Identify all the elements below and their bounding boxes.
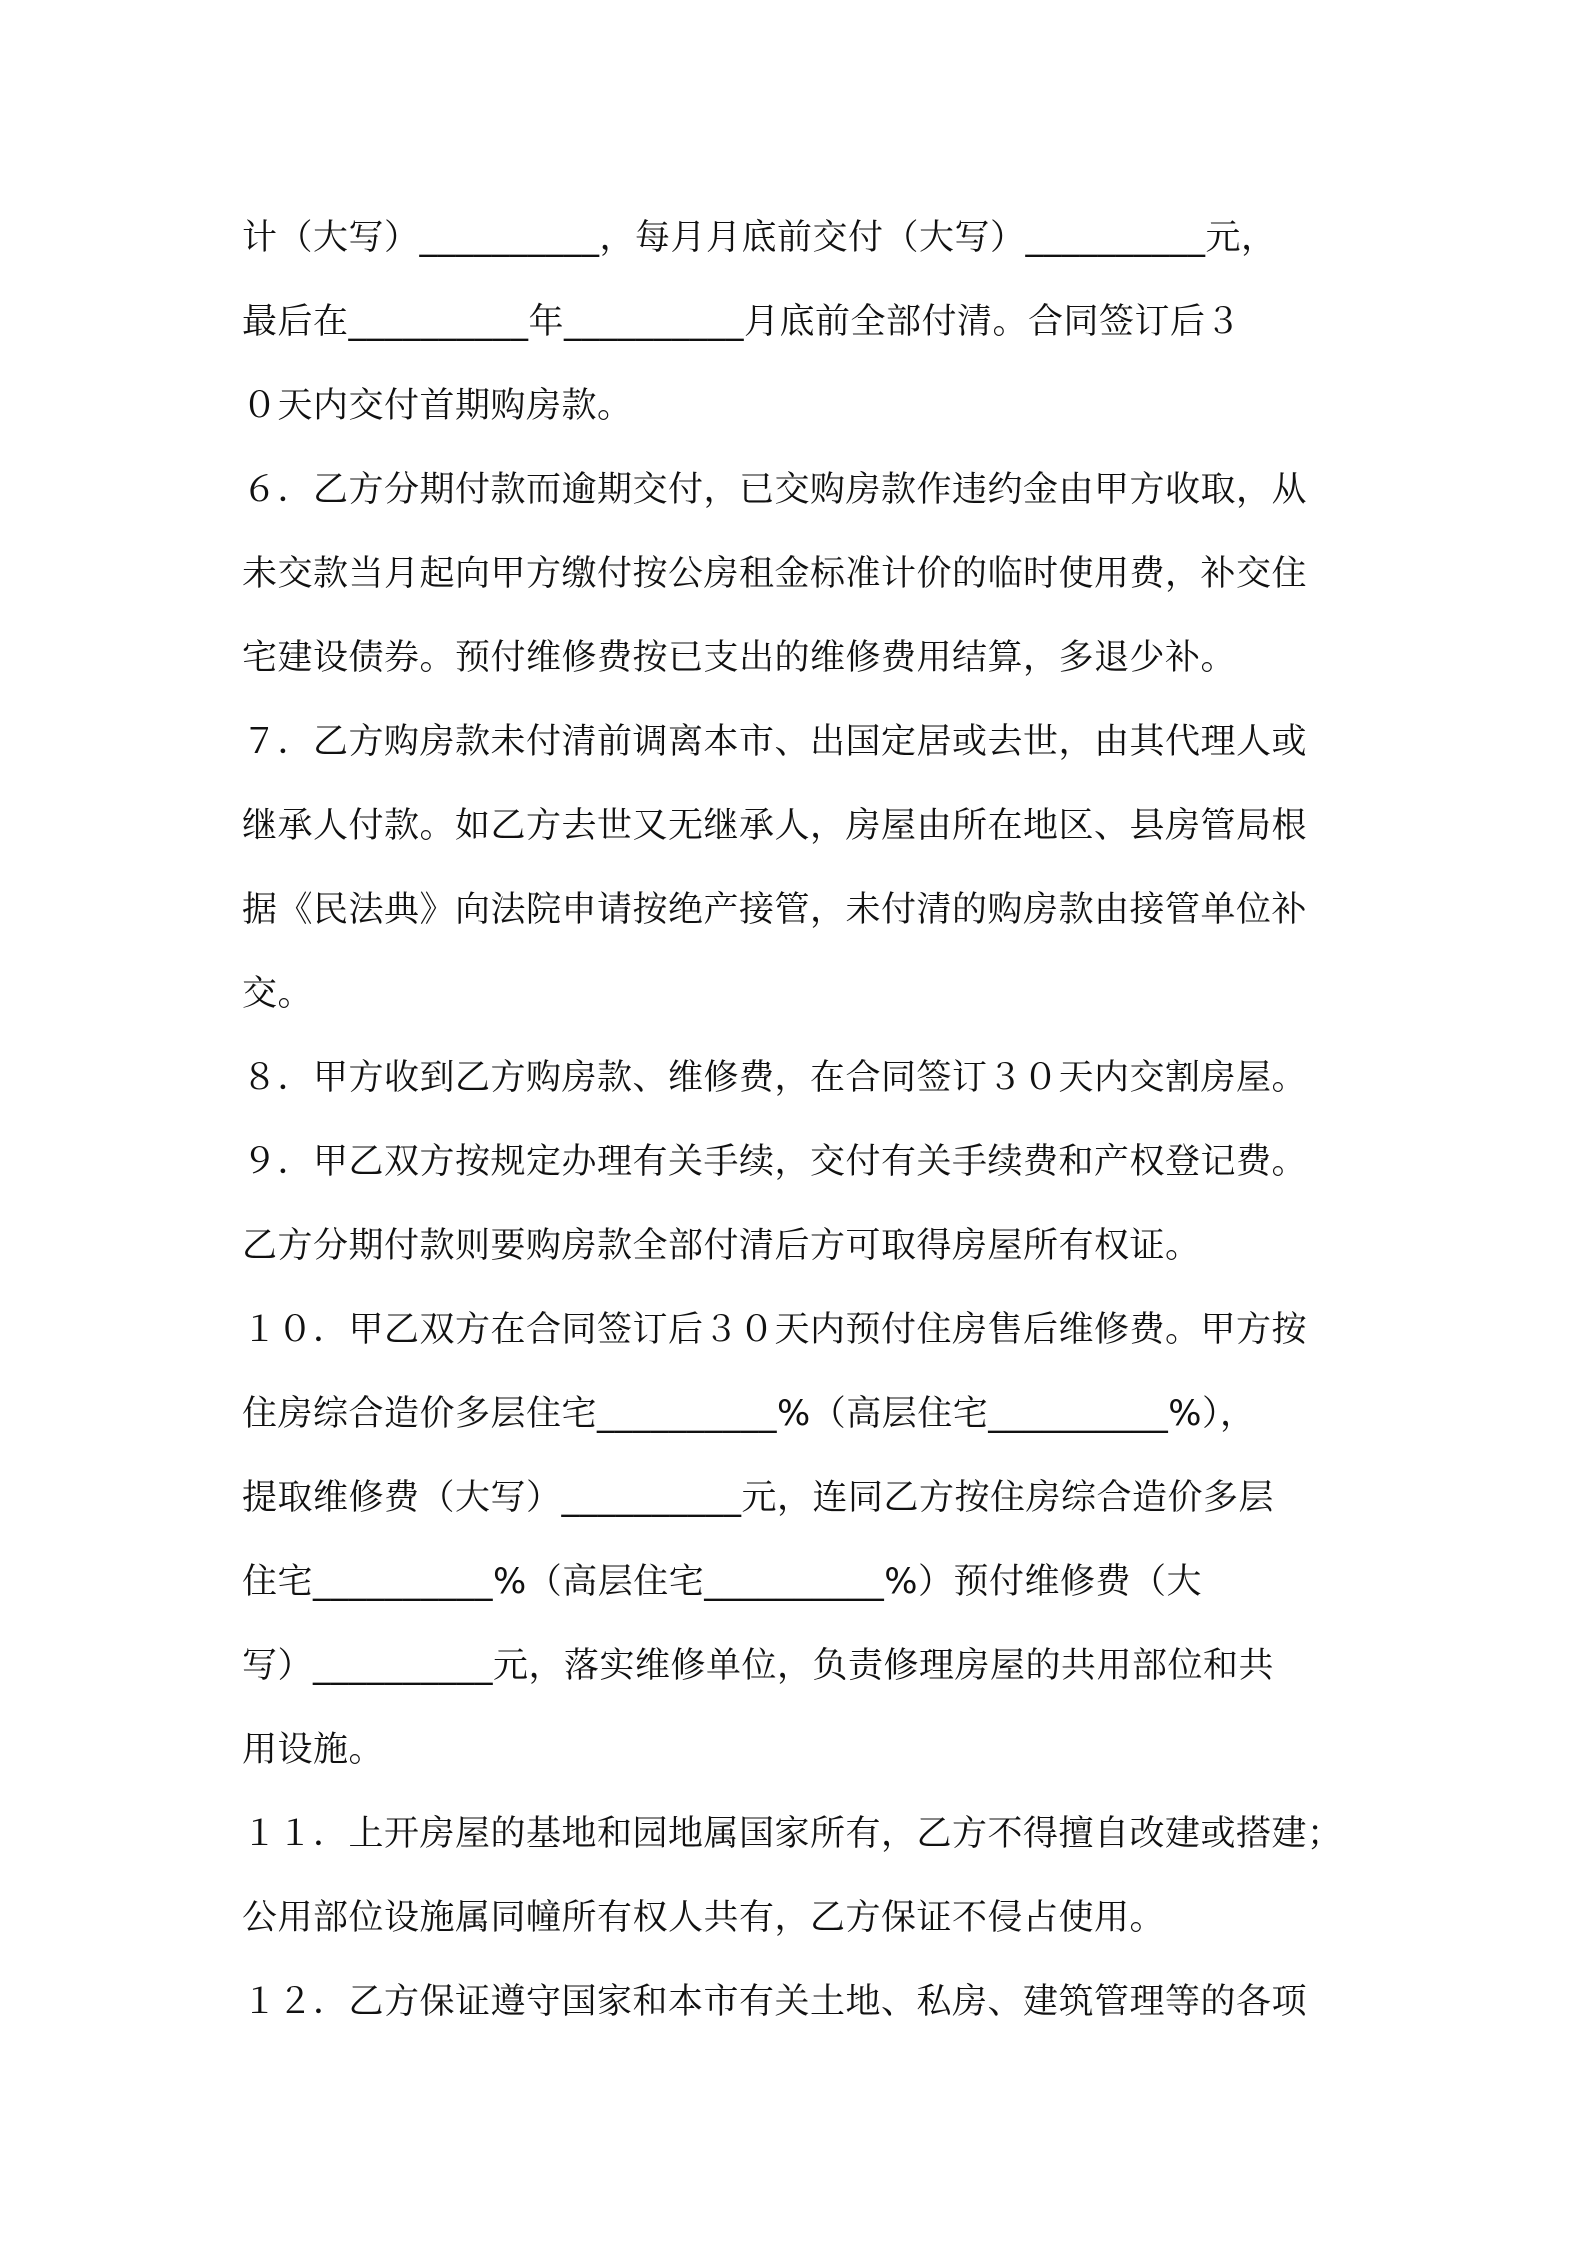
text-line: 写）__________元，落实维修单位，负责修理房屋的共用部位和共 bbox=[242, 1646, 1275, 1686]
text-line: 乙方分期付款则要购房款全部付清后方可取得房屋所有权证。 bbox=[242, 1226, 1201, 1266]
clause-6-line: ６．乙方分期付款而逾期交付，已交购房款作违约金由甲方收取，从 bbox=[242, 470, 1308, 510]
text-line: 住房综合造价多层住宅__________%（高层住宅__________%）， bbox=[242, 1394, 1256, 1434]
text-line: 未交款当月起向甲方缴付按公房租金标准计价的临时使用费，补交住 bbox=[242, 554, 1308, 594]
text-line: 住宅__________%（高层住宅__________%）预付维修费（大 bbox=[242, 1562, 1203, 1602]
clause-7-line: ７．乙方购房款未付清前调离本市、出国定居或去世，由其代理人或 bbox=[242, 722, 1308, 762]
clause-8-line: ８．甲方收到乙方购房款、维修费，在合同签订３０天内交割房屋。 bbox=[242, 1058, 1308, 1098]
text-line: 交。 bbox=[242, 974, 314, 1014]
clause-9-line: ９．甲乙双方按规定办理有关手续，交付有关手续费和产权登记费。 bbox=[242, 1142, 1308, 1182]
clause-12-line: １２．乙方保证遵守国家和本市有关土地、私房、建筑管理等的各项 bbox=[242, 1982, 1308, 2022]
text-line: 据《民法典》向法院申请按绝产接管，未付清的购房款由接管单位补 bbox=[242, 890, 1308, 930]
text-line: 宅建设债券。预付维修费按已支出的维修费用结算，多退少补。 bbox=[242, 638, 1237, 678]
text-line: 用设施。 bbox=[242, 1730, 385, 1770]
text-line: 最后在__________年__________月底前全部付清。合同签订后３ bbox=[242, 302, 1242, 342]
text-line: 计（大写）__________，每月月底前交付（大写）__________元， bbox=[242, 218, 1277, 258]
text-line: ０天内交付首期购房款。 bbox=[242, 386, 633, 426]
clause-10-line: １０．甲乙双方在合同签订后３０天内预付住房售后维修费。甲方按 bbox=[242, 1310, 1308, 1350]
contract-text bbox=[242, 196, 1362, 2044]
text-line: 继承人付款。如乙方去世又无继承人，房屋由所在地区、县房管局根 bbox=[242, 806, 1308, 846]
clause-11-line: １１．上开房屋的基地和园地属国家所有，乙方不得擅自改建或搭建； bbox=[242, 1814, 1343, 1854]
text-line: 提取维修费（大写）__________元，连同乙方按住房综合造价多层 bbox=[242, 1478, 1275, 1518]
text-line: 公用部位设施属同幢所有权人共有，乙方保证不侵占使用。 bbox=[242, 1898, 1166, 1938]
